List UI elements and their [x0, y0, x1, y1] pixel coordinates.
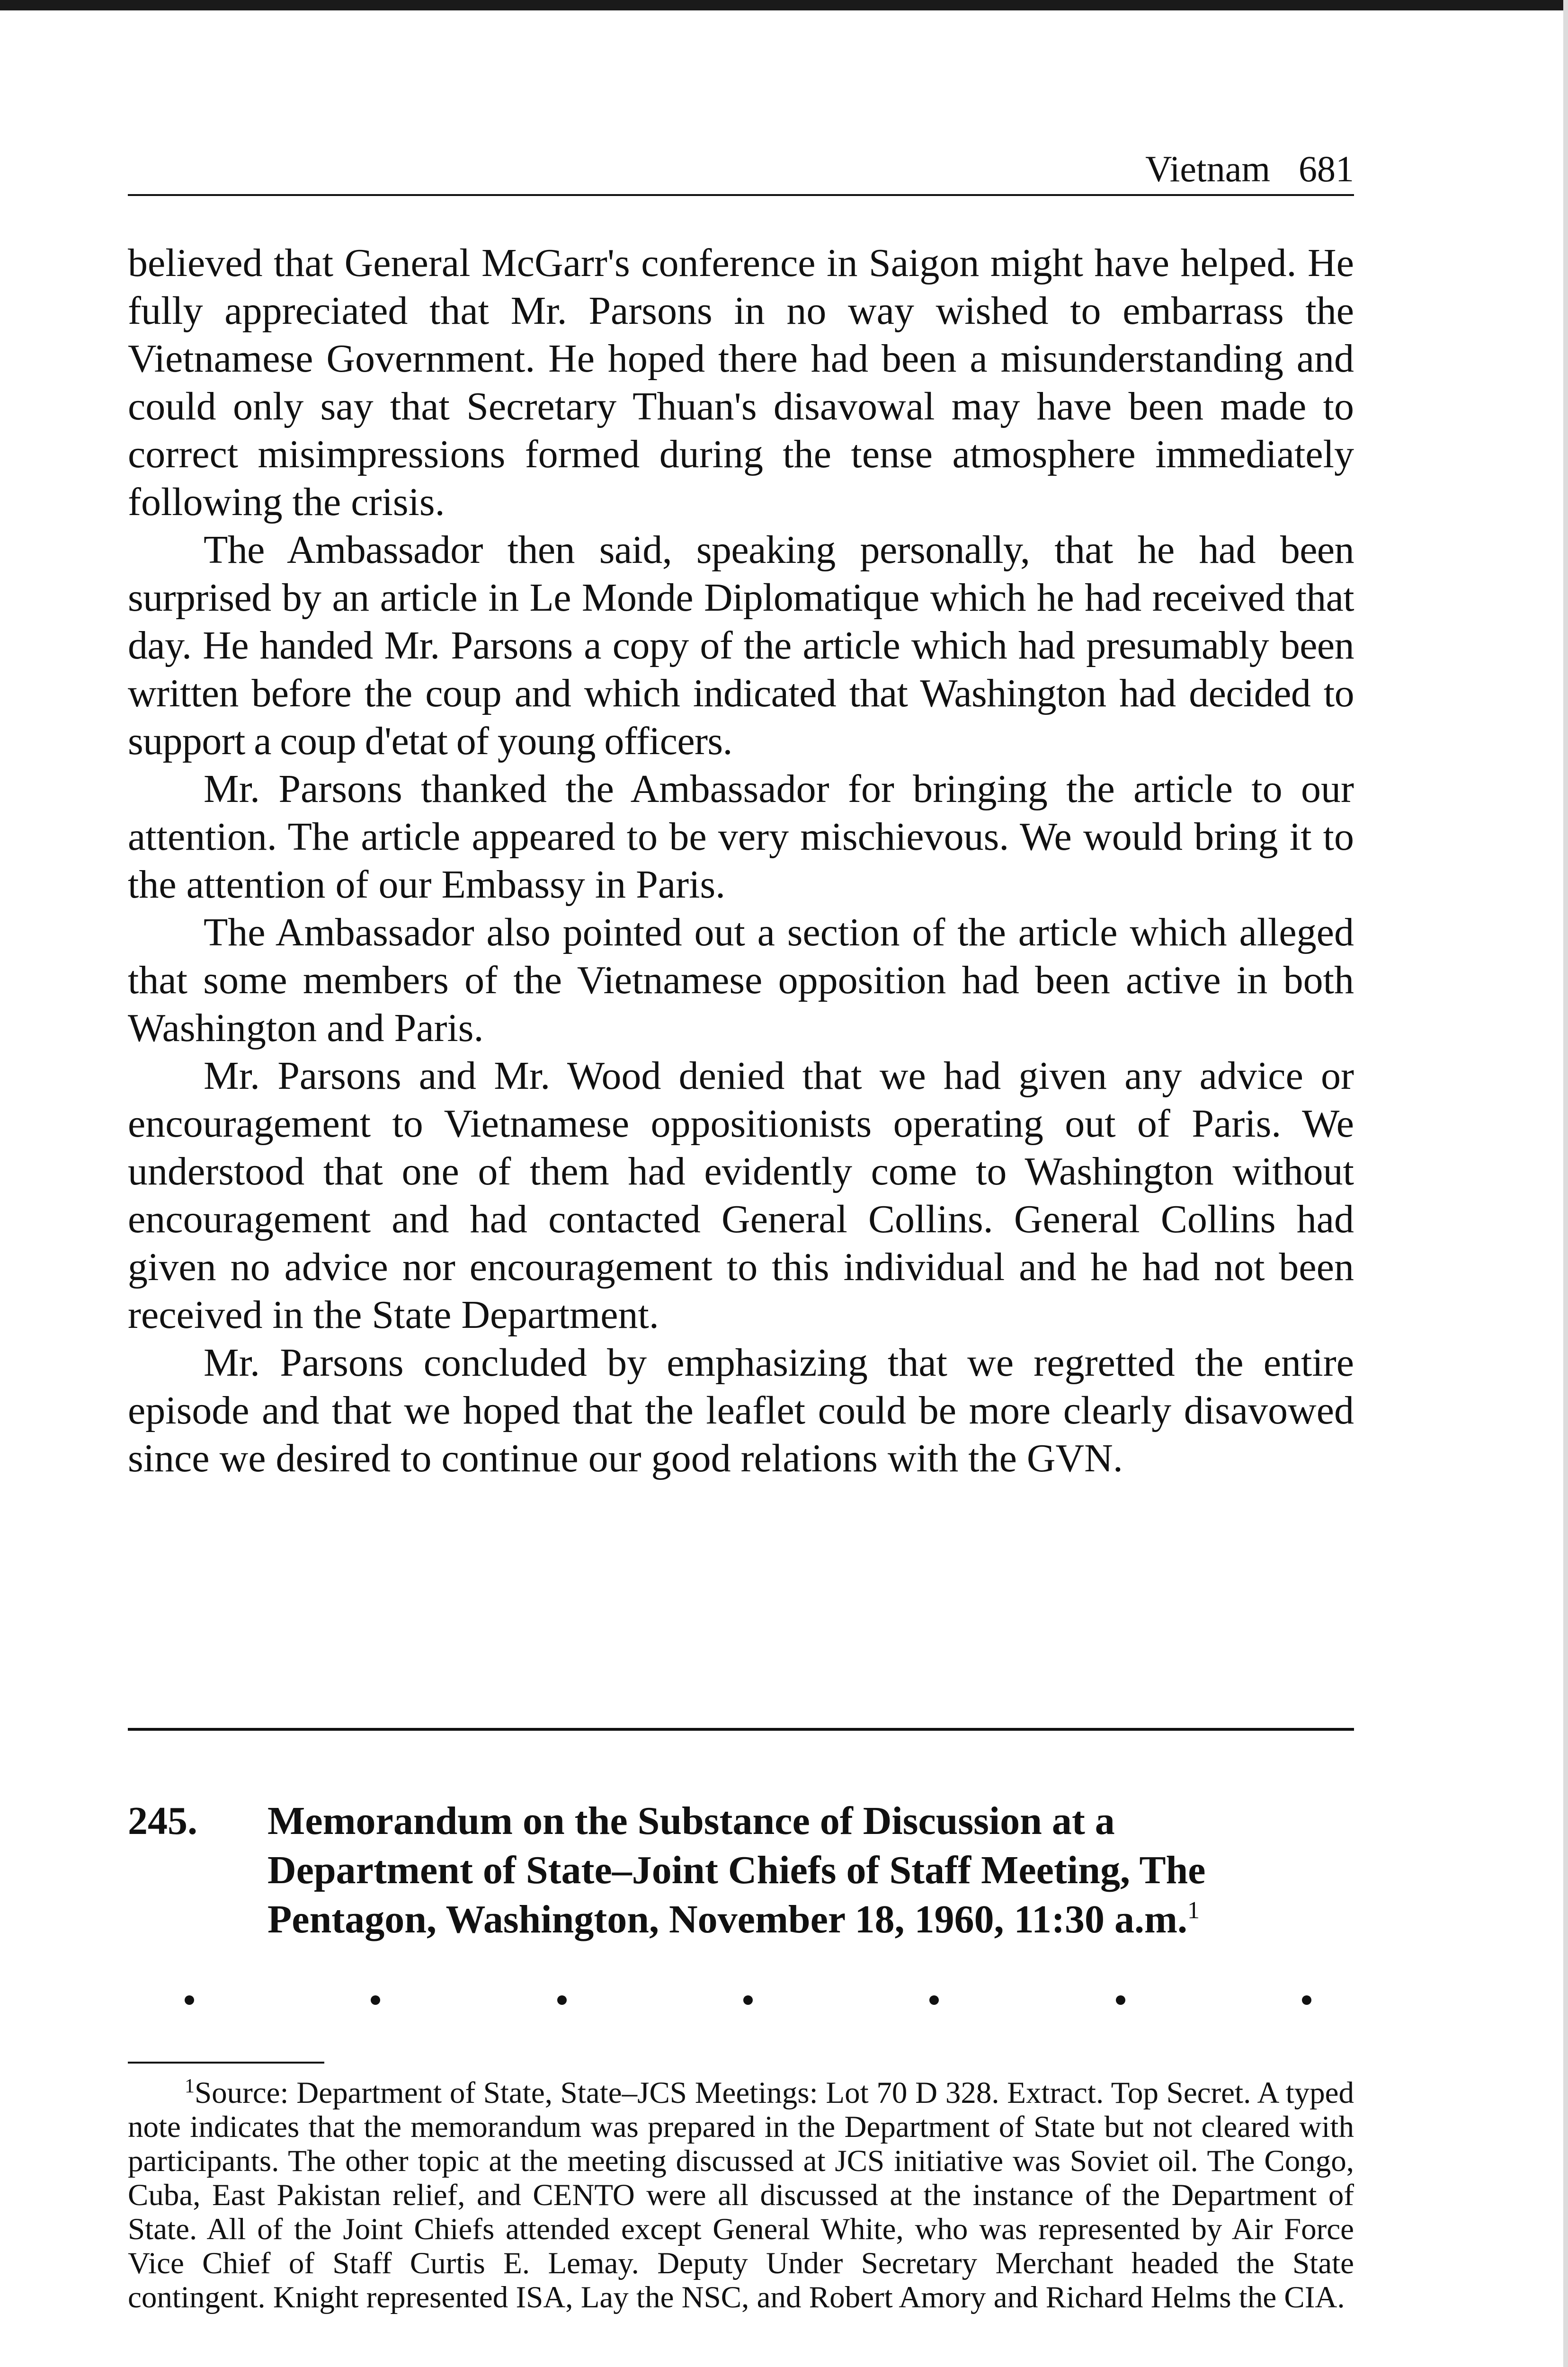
paragraph: The Ambassador also pointed out a section of the article which alleged that some members of the Vietnamese opposition had been active in both Washington and Paris. [128, 910, 1354, 1050]
footnote-reference: 1 [1187, 1897, 1200, 1924]
running-title: Vietnam [1145, 148, 1270, 189]
document-number: 245. [128, 1799, 197, 1843]
ellipsis-dot [743, 1995, 753, 2005]
body-text [128, 239, 1354, 1482]
paragraph: Mr. Parsons and Mr. Wood denied that we had given any advice or encouragement to Vietnamese oppositionists operating out of Paris. We understood that one of them had evidently come to Washington without encouragement and had contacted General Collins. General Collins had given no advice nor encouragement to this individual and he had not been received in the State Department. [128, 1054, 1354, 1337]
footnote [128, 2076, 1354, 2314]
document-title [267, 1797, 1328, 1944]
ellipsis-dot [371, 1995, 380, 2005]
omission-ellipsis [185, 1995, 1311, 2005]
running-header [128, 142, 1354, 196]
paragraph: The Ambassador then said, speaking personally, that he had been surprised by an article in Le Monde Diplomatique which he had received that day. He handed Mr. Parsons a copy of the article which had presumably been written before the coup and which indicated that Washington had decided to support a coup d'etat of young officers. [128, 528, 1354, 763]
footnote-marker: 1 [185, 2075, 195, 2097]
paragraph: Mr. Parsons concluded by emphasizing that we regretted the entire episode and that we hoped that the leaflet could be more clearly disavowed since we desired to continue our good relations with the GVN. [128, 1341, 1354, 1480]
paragraph: Mr. Parsons thanked the Ambassador for bringing the article to our attention. The article appeared to be very mischievous. We would bring it to the attention of our Embassy in Paris. [128, 767, 1354, 907]
footnote-rule [128, 2062, 324, 2064]
ellipsis-dot [557, 1995, 567, 2005]
paragraph: believed that General McGarr's conference in Saigon might have helped. He fully appreciated that Mr. Parsons in no way wished to embarrass the Vietnamese Government. He hoped there had been a misunderstanding and could only say that Secretary Thuan's disavowal may have been made to correct misimpressions formed during the tense atmosphere immediately following the crisis. [128, 241, 1354, 524]
document-title-text: Memorandum on the Substance of Discussion at a Department of State–Joint Chiefs of Staff Meeting, The Pentagon, Washington, November 18, 1960, 11:30 a.m. [267, 1799, 1206, 1941]
ellipsis-dot [185, 1995, 194, 2005]
section-divider [128, 1728, 1354, 1731]
ellipsis-dot [929, 1995, 939, 2005]
footnote-text: Source: Department of State, State–JCS Meetings: Lot 70 D 328. Extract. Top Secret. A typed note indicates that the memorandum was prepared in the Department of State but not cleared with participants. The other topic at the meeting discussed at JCS initiative was Soviet oil. The Congo, Cuba, East Pakistan relief, and CENTO were all discussed at the instance of the Department of State. All of the Joint Chiefs attended except General White, who was represented by Air Force Vice Chief of Staff Curtis E. Lemay. Deputy Under Secretary Merchant headed the State contingent. Knight represented ISA, Lay the NSC, and Robert Amory and Richard Helms the CIA. [128, 2076, 1354, 2314]
page-number: 681 [1299, 148, 1354, 189]
top-border [0, 0, 1568, 10]
ellipsis-dot [1116, 1995, 1125, 2005]
ellipsis-dot [1302, 1995, 1311, 2005]
page-edge [1563, 0, 1568, 2367]
header-text [1145, 148, 1354, 189]
